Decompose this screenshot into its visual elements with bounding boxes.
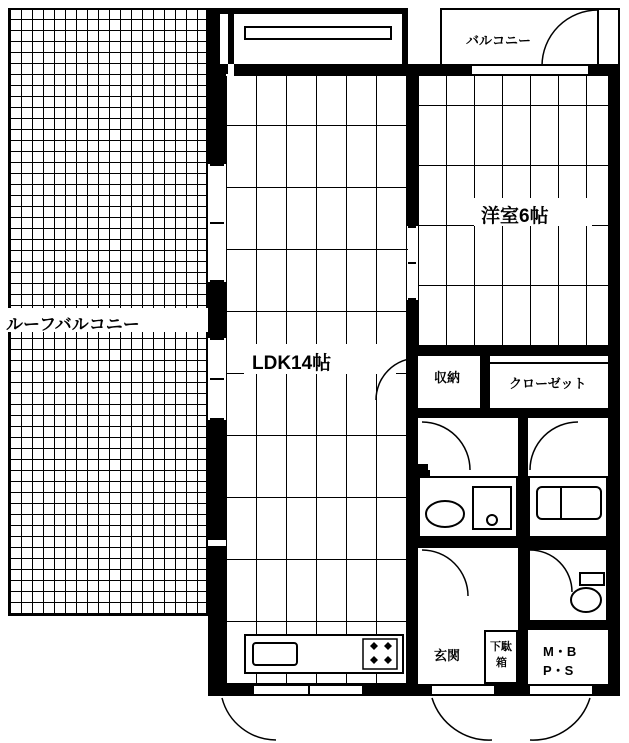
wall-ldk-west-2: [208, 282, 226, 338]
room-label-roof-balcony: ルーフバルコニー: [6, 315, 140, 334]
wall-east-outer: [608, 64, 620, 696]
closet-shelf-line: [490, 356, 608, 364]
stove-icon: [362, 638, 398, 670]
wall-toilet-south: [518, 620, 620, 630]
wall-ldk-east-2: [406, 300, 418, 346]
room-label-bedroom: 洋室6帖: [481, 206, 549, 227]
wall-storage-east: [480, 346, 490, 416]
wall-north-band: [234, 64, 414, 76]
mb-door-swing: [528, 696, 594, 742]
room-label-closet: クローゼット: [509, 376, 587, 391]
toilet-door-swing: [528, 548, 574, 594]
wall-toilet-west: [518, 548, 528, 624]
room-label-balcony: バルコニー: [466, 33, 532, 48]
wall-top-bay-right: [402, 8, 408, 64]
washbasin-icon: [424, 498, 466, 530]
room-label-shoebox-1: 下駄: [490, 641, 512, 653]
sliding-door-mullion: [408, 262, 416, 264]
window-ldk-west-2-mullion: [210, 378, 224, 380]
wall-top-bay-left: [228, 8, 234, 64]
wall-ldk-east-1: [406, 76, 418, 226]
front-door-swing: [430, 696, 496, 742]
room-label-entrance: 玄関: [434, 648, 461, 663]
entry-door-mullion: [308, 686, 310, 694]
wall-mb-west: [518, 630, 528, 684]
wall-bedroom-south: [418, 346, 608, 356]
bath-door-swing: [528, 420, 580, 472]
wall-top-bay-top: [228, 8, 408, 14]
storage-door-swing: [374, 356, 420, 402]
bathtub-icon: [536, 486, 602, 520]
entry-door-swing: [220, 696, 280, 742]
room-label-shoebox-2: 箱: [496, 657, 507, 669]
wall-ldk-west-4: [208, 546, 226, 696]
room-label-ldk: LDK14帖: [252, 353, 332, 374]
kitchen-sink-icon: [252, 642, 298, 666]
wall-storage-south: [418, 408, 490, 418]
wall-top-ldk-2: [214, 8, 220, 70]
mb-door[interactable]: [528, 686, 594, 694]
wall-ldk-west-1: [208, 64, 226, 164]
wall-nub-entrance-left: [406, 630, 418, 684]
wall-nub-hall-north: [418, 464, 428, 476]
wall-washroom-south: [418, 538, 518, 548]
bathtub-divider: [560, 488, 562, 518]
balcony-door-swing: [540, 8, 600, 68]
room-label-mb: M・B: [543, 644, 577, 659]
entrance-hall-door-swing: [420, 548, 470, 598]
window-ldk-north: [244, 26, 392, 40]
room-label-ps: P・S: [543, 663, 574, 678]
window-bedroom-north: [470, 66, 590, 74]
room-label-storage: 収納: [434, 370, 461, 385]
window-ldk-west-1-mullion: [210, 222, 224, 224]
wall-closet-south: [490, 408, 608, 418]
wall-bath-west: [518, 418, 528, 548]
wall-bath-south: [528, 538, 620, 548]
washing-machine-drain: [486, 514, 498, 526]
front-door[interactable]: [430, 686, 496, 694]
wall-ldk-west-3: [208, 420, 226, 540]
